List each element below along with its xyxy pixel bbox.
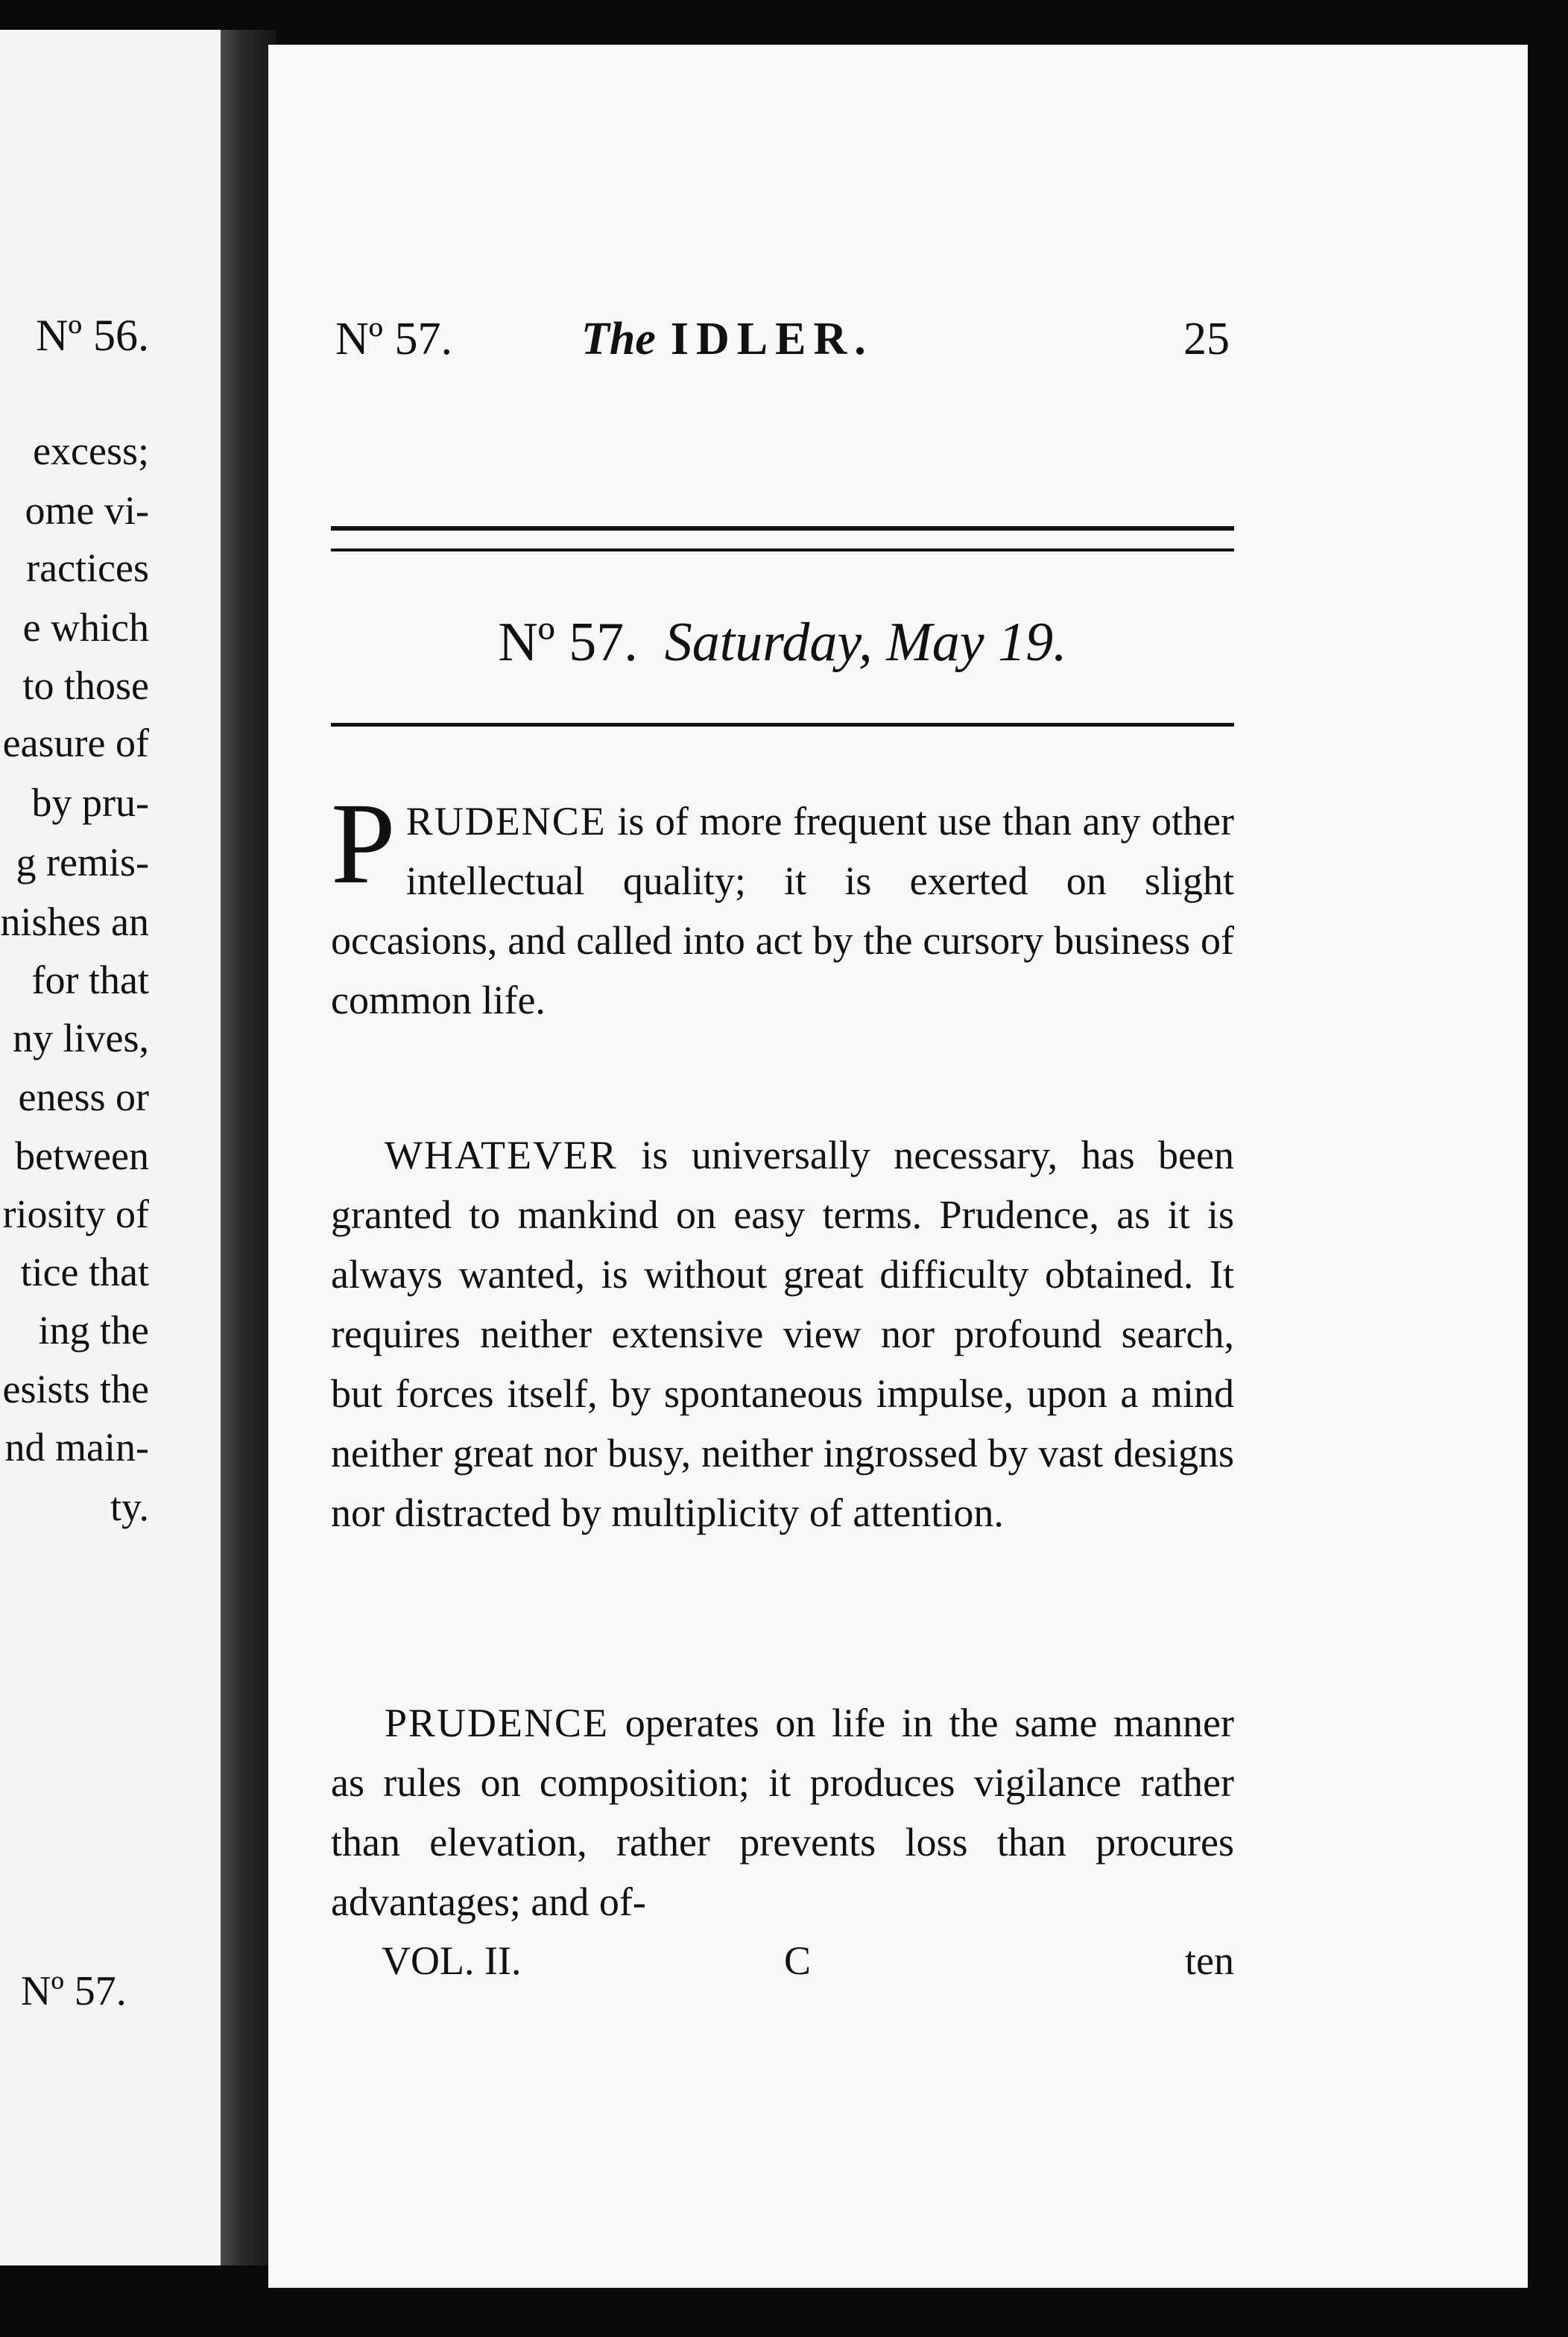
left-fragment: by pru-: [31, 780, 149, 825]
paragraph-lead: PRUDENCE: [385, 1701, 610, 1745]
left-fragment: ractices: [26, 545, 149, 590]
issue-heading: [331, 611, 1234, 674]
left-fragment: g remis-: [16, 840, 149, 885]
paragraph-text: operates on life in the same manner as rules on composition; it produces vigilance rather than elevation, rather prevents loss than procures advantages; and of-: [331, 1701, 1234, 1924]
left-fragment: easure of: [2, 721, 149, 765]
left-page: [0, 30, 224, 2265]
issue-date: Saturday, May 19.: [664, 612, 1067, 673]
left-fragment: ny lives,: [13, 1016, 149, 1060]
running-head: [335, 313, 1230, 373]
paragraph-text: is of more frequent use than any other intellectual quality; it is exerted on slight occasions, and called into act by the cursory business of common life.: [331, 799, 1234, 1022]
left-fragment: esists the: [2, 1367, 149, 1411]
volume-label: VOL. II.: [382, 1938, 522, 1983]
left-fragment: for that: [31, 958, 149, 1002]
left-fragment: ing the: [38, 1308, 149, 1353]
left-fragment: e which: [22, 605, 149, 650]
issue-number: Nº 57.: [498, 612, 638, 673]
paragraph-1: [331, 779, 1234, 1030]
drop-cap: P: [331, 779, 396, 908]
paragraph-lead: WHATEVER: [385, 1133, 618, 1177]
running-head-number: Nº 57.: [335, 314, 452, 364]
heading-rule: [331, 723, 1234, 727]
catchword: ten: [1185, 1938, 1234, 1983]
paragraph-2: [331, 1125, 1234, 1543]
left-fragment: ome vi-: [25, 488, 149, 533]
running-head-title: [581, 313, 873, 366]
left-fragment: nd main-: [4, 1425, 149, 1470]
left-fragment: between: [15, 1133, 149, 1178]
left-fragment: eness or: [18, 1075, 149, 1119]
paragraph-3: [331, 1693, 1234, 1932]
left-fragment: excess;: [33, 428, 149, 473]
left-fragment: to those: [22, 663, 149, 708]
left-fragment: ty.: [110, 1484, 149, 1529]
left-page-footer: Nº 57.: [21, 1968, 127, 2014]
paragraph-text: is universally necessary, has been granted to mankind on easy terms. Prudence, as it is always wanted, is without great difficulty obtained. It requires neither extensive view nor profound search, but forces itself, by spontaneous impulse, upon a mind neither great nor busy, neither ingrossed by vast designs nor distracted by multiplicity of attention.: [331, 1133, 1234, 1535]
book-gutter: [221, 30, 276, 2265]
left-fragment: riosity of: [2, 1192, 149, 1236]
page-footer: [382, 1938, 1234, 1990]
double-rule-bottom: [331, 548, 1234, 551]
running-head-title-name: IDLER.: [670, 314, 873, 364]
left-fragment: nishes an: [0, 899, 149, 944]
signature-mark: C: [784, 1938, 812, 1983]
paragraph-lead: RUDENCE: [405, 799, 607, 844]
double-rule-top: [331, 526, 1234, 531]
left-fragment: tice that: [20, 1250, 149, 1294]
page-number: 25: [1183, 314, 1230, 364]
left-page-header: Nº 56.: [36, 311, 149, 360]
running-head-title-the: The: [581, 314, 656, 364]
